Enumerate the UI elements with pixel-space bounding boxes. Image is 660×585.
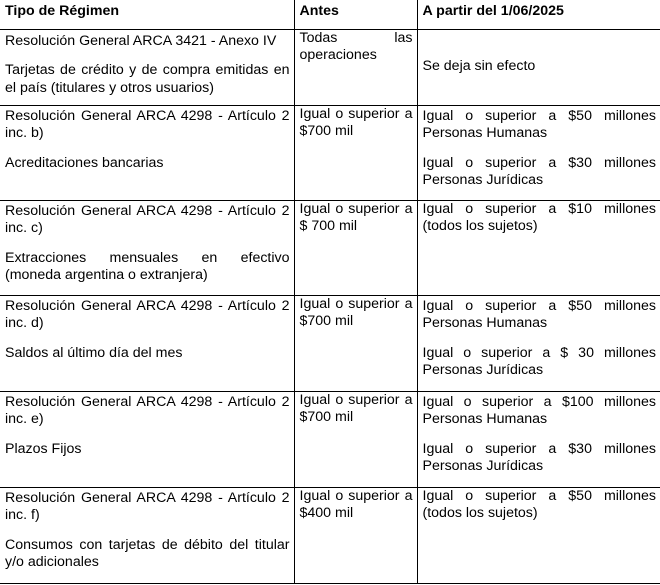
- header-a-partir: A partir del 1/06/2025: [417, 0, 660, 29]
- regimen-cell: [0, 29, 294, 105]
- a-partir-cell: [417, 200, 660, 295]
- regimen-reference: Resolución General ARCA 3421 - Anexo IV: [5, 32, 277, 49]
- a-partir-cell: [417, 295, 660, 391]
- antes-value: Todas las operaciones: [299, 29, 413, 63]
- antes-cell: [294, 487, 417, 583]
- a-partir-value: Igual o superior a $30 millones Personas Jurídicas: [422, 440, 656, 474]
- table-row: [0, 391, 660, 487]
- table-header-row: [0, 0, 660, 29]
- table-row: [0, 200, 660, 295]
- antes-value: Igual o superior a $700 mil: [299, 295, 413, 329]
- a-partir-value: Igual o superior a $50 millones Personas Humanas: [422, 107, 656, 141]
- regimen-reference: Resolución General ARCA 4298 - Artículo 2 inc. e): [5, 393, 290, 427]
- a-partir-cell: [417, 391, 660, 487]
- antes-cell: [294, 105, 417, 200]
- antes-value: Igual o superior a $400 mil: [299, 487, 413, 521]
- antes-cell: [294, 391, 417, 487]
- a-partir-cell: [417, 105, 660, 200]
- regimen-description: Saldos al último día del mes: [5, 344, 183, 361]
- regimen-cell: [0, 105, 294, 200]
- antes-value: Igual o superior a $700 mil: [299, 391, 413, 425]
- antes-cell: [294, 29, 417, 105]
- antes-value: Igual o superior a $ 700 mil: [299, 200, 413, 234]
- table-row: [0, 29, 660, 105]
- regimen-description: Extracciones mensuales en efectivo (moneda argentina o extranjera): [5, 249, 290, 283]
- a-partir-value: Igual o superior a $10 millones (todos los sujetos): [422, 200, 656, 234]
- table-row: [0, 105, 660, 200]
- regimen-description: Consumos con tarjetas de débito del titular y/o adicionales: [5, 536, 290, 570]
- regimen-cell: [0, 487, 294, 583]
- regimen-description: Tarjetas de crédito y de compra emitidas en el país (titulares y otros usuarios): [5, 62, 290, 96]
- header-antes: Antes: [294, 0, 417, 29]
- a-partir-cell: [417, 487, 660, 583]
- a-partir-cell: [417, 29, 660, 105]
- regimen-reference: Resolución General ARCA 4298 - Artículo 2 inc. f): [5, 489, 290, 523]
- table-row: [0, 295, 660, 391]
- regimen-reference: Resolución General ARCA 4298 - Artículo 2 inc. b): [5, 107, 290, 141]
- regimen-cell: [0, 200, 294, 295]
- regimen-cell: [0, 391, 294, 487]
- header-tipo-regimen: Tipo de Régimen: [0, 0, 294, 29]
- regimen-description: Plazos Fijos: [5, 440, 82, 457]
- antes-value: Igual o superior a $700 mil: [299, 105, 413, 139]
- a-partir-value: Igual o superior a $ 30 millones Personas Jurídicas: [422, 344, 656, 378]
- regimen-description: Acreditaciones bancarias: [5, 154, 164, 171]
- a-partir-value: Igual o superior a $100 millones Personas Humanas: [422, 393, 656, 427]
- a-partir-value: Igual o superior a $30 millones Personas Jurídicas: [422, 154, 656, 188]
- regimen-reference: Resolución General ARCA 4298 - Artículo 2 inc. c): [5, 202, 290, 236]
- antes-cell: [294, 200, 417, 295]
- antes-cell: [294, 295, 417, 391]
- a-partir-value: Igual o superior a $50 millones (todos los sujetos): [422, 487, 656, 521]
- table-row: [0, 487, 660, 583]
- regimen-reference: Resolución General ARCA 4298 - Artículo 2 inc. d): [5, 297, 290, 331]
- a-partir-value: Igual o superior a $50 millones Personas Humanas: [422, 297, 656, 331]
- regimen-cell: [0, 295, 294, 391]
- a-partir-value: Se deja sin efecto: [422, 58, 536, 75]
